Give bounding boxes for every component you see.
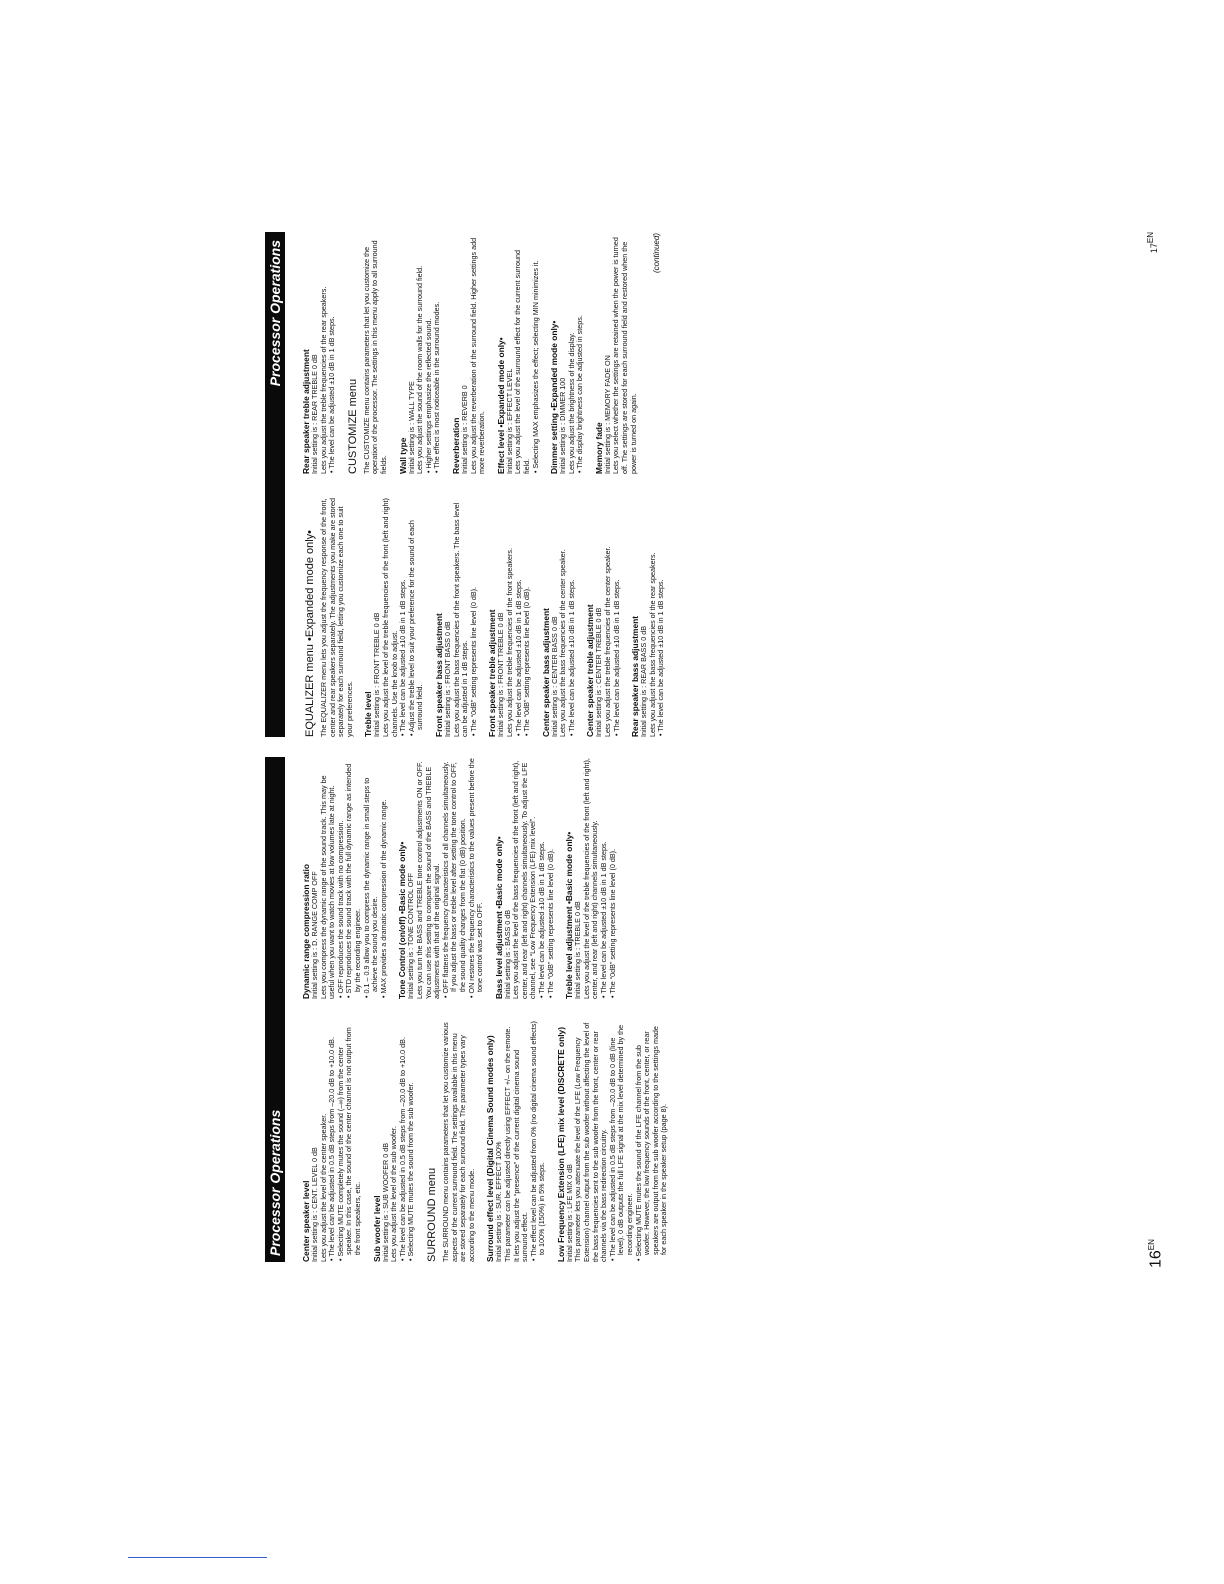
bullet-item: • The level can be adjusted ±10 dB in 1 dB steps. [537, 841, 547, 998]
bullet-item: • The effect is most noticeable in the surround modes. [432, 301, 442, 473]
bullet-item: • The level can be adjusted ±10 dB in 1 dB steps. [566, 579, 576, 736]
bullet-item: • The level can be adjusted ±10 dB in 1 dB steps. [398, 579, 408, 736]
body-text: Initial setting is : CENT. LEVEL 0 dB [310, 1147, 319, 1262]
body-text: Lets you adjust the level of the center speaker. [318, 1113, 328, 1262]
bullet-item: • The level can be adjusted ±10 dB in 1 dB steps. [611, 579, 621, 736]
body-text: This parameter can be adjusted directly using EFFECT +/– on the remote. It lets you adjust the “presence” of the current digital cinema sound surround effect. [502, 1026, 530, 1262]
section-heading: Bass level adjustment •Basic mode only• [493, 836, 504, 999]
column [301, 233, 675, 474]
body-text: Lets you adjust the sound of the room walls for the surround field. [415, 265, 425, 474]
section-heading: Dynamic range compression ratio [301, 864, 311, 999]
section-heading: Surround effect level (Digital Cinema Sound modes only) [485, 1035, 496, 1262]
body-text: Initial setting is : DIMMER 100 [558, 377, 568, 474]
bullet-item: • The level can be adjusted in 0.5 dB steps from –20.0 dB to 0 dB (line level). 0 dB outputs the full LFE signal at the mix level determined by the recording engineer. [607, 1024, 635, 1261]
bullet-item: • The level can be adjusted in 0.5 dB steps from –20.0 dB to +10.0 dB. [397, 1037, 407, 1261]
section-heading: Wall type [397, 437, 408, 474]
menu-heading: CUSTOMIZE menu [346, 378, 359, 474]
body-text: Initial setting is : CENTER BASS 0 dB [549, 616, 559, 737]
bullet-item: • The “0dB” setting represents line level (0 dB). [522, 586, 532, 736]
menu-heading: SURROUND menu [425, 1167, 438, 1262]
section [585, 496, 621, 737]
body-text: Lets you adjust the level of the treble frequencies of the front (left and right), center, and rear (left and right) channels simultaneously. [581, 758, 600, 999]
section-heading: Rear speaker bass adjustment [630, 615, 641, 737]
section-heading: Tone Control (on/off) •Basic mode only• [397, 841, 408, 999]
bullet-item: • The level can be adjusted in 0.5 dB steps from –20.0 dB to +10.0 dB. [327, 1037, 337, 1261]
body-text: Lets you adjust the bass frequencies of the center speaker. [558, 549, 568, 737]
body-text: Lets you compress the dynamic range of the sound track. This may be useful when you want to watch movies at low volumes late at night. [318, 775, 337, 999]
column [301, 758, 678, 999]
section-heading: Center speaker bass adjustment [540, 608, 551, 737]
bullet-item: • STD reproduces the sound track with the full dynamic range as intended by the recording engineer. [344, 763, 362, 998]
section-heading: Effect level •Expanded mode only• [495, 337, 506, 474]
section-heading: Front speaker treble adjustment [487, 609, 498, 737]
body-text: Lets you adjust the level of the sub woofer. [389, 1126, 399, 1262]
section [346, 233, 389, 474]
body-text: Initial setting is : EFFECT LEVEL [504, 368, 514, 474]
page-banner [265, 232, 285, 737]
page-left [257, 757, 1164, 1268]
banner-title: Processor Operations [267, 240, 283, 387]
rotated-spread [257, 232, 1164, 1268]
body-text: Lets you adjust the brightness of the display. [566, 332, 576, 474]
body-text: Initial setting is : REAR BASS 0 dB [639, 625, 649, 737]
bullet-item: • Selecting MUTE mutes the sound from the sub woofer. [406, 1082, 416, 1261]
section [301, 758, 388, 999]
bullet-item: • The level can be adjusted ±10 dB in 1 dB steps. [599, 841, 609, 998]
body-text: Lets you adjust the level of the surround effect for the current surround field. [513, 249, 531, 474]
body-text: The CUSTOMIZE menu contains parameters that let you customize the operation of the processor. The settings in this menu apply to all surround fields. [361, 240, 388, 474]
section [485, 1021, 547, 1262]
body-text: Lets you adjust the treble frequencies of the front speakers. [504, 548, 514, 737]
section [372, 1021, 416, 1262]
body-text: Initial setting is : FRONT TREBLE 0 dB [496, 612, 506, 737]
body-text: Initial setting is : TREBLE 0 dB [573, 901, 583, 999]
column [301, 1021, 678, 1262]
section [451, 233, 487, 474]
body-text: Initial setting is : FRONT TREBLE 0 dB [372, 612, 382, 737]
menu-heading: EQUALIZER menu •Expanded mode only• [304, 529, 316, 737]
section [434, 496, 478, 737]
body-text: Initial setting is : D. RANGE COMP OFF [310, 871, 319, 999]
section [397, 758, 484, 999]
bullet-item: • OFF reproduces the sound track with no compression. [335, 820, 345, 998]
section [556, 1021, 669, 1262]
section [487, 496, 531, 737]
bullet-item: • Higher settings emphasize the reflected sound. [423, 318, 433, 473]
bullet-item: • ON restores the frequency characteristics to the values present before the tone control was set to OFF. [466, 758, 485, 998]
section [303, 496, 354, 737]
body-text: Lets you adjust the level of the treble frequencies of the front (left and right) channels. Use the knob to adjust. [380, 498, 399, 737]
banner-title: Processor Operations [267, 1109, 283, 1256]
bullet-item: • The level can be adjusted ±10 dB in 1 dB steps. [656, 579, 666, 736]
bullet-item: • 0.1 – 0.9 allow you to compress the dynamic range in small steps to achieve the sound you desire. [361, 777, 380, 998]
section-heading: Reverberation [450, 417, 461, 474]
body-text: Lets you adjust the level of the bass frequencies of the front (left and right), center, and rear (left and right) channels simultaneously. To adjust the LFE channel, see “Low Frequency Extension (LFE) mix level”. [511, 760, 538, 999]
column [301, 496, 675, 737]
body-text: Initial setting is : TONE CONTROL OFF [406, 872, 416, 999]
bullet-item: • MAX provides a dramatic compression of the dynamic range. [378, 799, 388, 998]
body-text: Initial setting is : REVERB 0 [459, 385, 469, 474]
body-text: Initial setting is : CENTER TREBLE 0 dB [594, 607, 604, 737]
body-text: Initial setting is : LFE MIX 0 dB [564, 1164, 574, 1262]
bullet-item: • Adjust the treble level to suit your preference for the sound of each surround field. [406, 520, 425, 736]
section [496, 233, 540, 474]
section [630, 496, 666, 737]
section [564, 758, 617, 999]
continued-note: (continued) [652, 233, 662, 274]
section-heading: Memory fade [593, 422, 604, 474]
section-heading: Sub woofer level [371, 1195, 382, 1262]
bullet-item: • Selecting MAX emphasizes the effect; selecting MIN minimizes it. [530, 260, 540, 473]
section-heading: Treble level [363, 691, 374, 737]
body-text: Initial setting is : WALL TYPE [406, 381, 416, 474]
section-heading: Front speaker bass adjustment [433, 613, 444, 737]
page-banner [265, 757, 285, 1262]
section [541, 496, 577, 737]
page-number: $16^{EN}$ [1146, 1239, 1164, 1268]
body-text: Initial setting is : BASS 0 dB [502, 909, 512, 999]
section-heading: Center speaker level [301, 1180, 311, 1262]
body-text: Lets you select whether the settings are retained when the power is turned off. The settings are stored for each surround field and restored when the power is turned on again. [611, 237, 638, 474]
body-text: Lets you adjust the bass frequencies of the front speakers. The bass level can be adjusted in 1 dB steps. [451, 502, 470, 737]
bullet-item: • The display brightness can be adjusted in steps. [575, 315, 585, 473]
body-text: Initial setting is : FRONT BASS 0 dB [442, 621, 452, 737]
section-heading: Dimmer setting •Expanded mode only• [549, 320, 560, 474]
bullet-item: • OFF flattens the frequency characteristics of all channels simultaneously. If you adjust the bass or treble level after setting the tone control to OFF, the sound quality changes from the flat (0 dB) position. [440, 761, 467, 998]
bullet-item: • The effect level can be adjusted from 0% (no digital cinema sound effects) to 100% (150%) in 5% steps. [528, 1021, 547, 1261]
bullet-item: • Selecting MUTE completely mutes the sound (–∞) from the center speaker. In this case, the sound of the center channel is not output from the front speakers, etc. [335, 1027, 362, 1261]
section-heading: Treble level adjustment •Basic mode only• [564, 831, 575, 999]
body-text: This parameter lets you attenuate the level of the LFE (Low Frequency Extension) channel output from the sub woofer without affecting the level of the bass frequencies sent to the sub woofer from the front, center or rear channels via the bass redirection circuitry. [573, 1022, 609, 1262]
section [594, 233, 638, 474]
page-right [257, 232, 1159, 737]
section-heading: Low Frequency Extension (LFE) mix level (DISCRETE only) [555, 1026, 566, 1262]
section-heading: Center speaker treble adjustment [585, 604, 596, 737]
body-text: Lets you adjust the bass frequencies of the rear speakers. [647, 552, 657, 737]
bullet-item: • The level can be adjusted ±10 dB in 1 dB steps. [327, 316, 337, 473]
body-text: Lets you turn the BASS and TREBLE tone control adjustments ON or OFF. You can use this setting to compare the sound of the BASS and TREBLE adjustments with that of the original signal. [414, 761, 442, 999]
bullet-item: • Selecting MUTE mutes the sound of the LFE channel from the sub woofer. However, the low frequency sounds of the front, center, or rear speakers are output from the sub woofer according to the settings made for each speaker in the speaker setup (page 8). [633, 1026, 669, 1261]
body-text: Initial setting is : MEMORY FADE ON [602, 355, 612, 474]
footer-link-rule[interactable] [128, 1557, 267, 1558]
body-text: Initial setting is : REAR TREBLE 0 dB [310, 354, 319, 474]
body-text: Initial setting is : SUB WOOFER 0 dB [380, 1142, 390, 1262]
section [398, 233, 442, 474]
bullet-item: • The “0dB” setting represents line level (0 dB). [545, 848, 555, 998]
section [549, 233, 585, 474]
body-text: Initial setting is : SUR. EFFECT 100% [494, 1141, 504, 1262]
body-text: Lets you adjust the treble frequencies of the center speaker. [603, 546, 613, 737]
body-text: Lets you adjust the treble frequencies of the rear speakers. [318, 286, 328, 474]
section [301, 233, 337, 474]
section [363, 496, 425, 737]
section [301, 1021, 363, 1262]
bullet-item: • The level can be adjusted ±10 dB in 1 dB steps. [513, 579, 523, 736]
body-text: The SURROUND menu contains parameters that let you customize various aspects of the current surround field. The settings available in this menu are stored separately for each surround field. The parameter types vary according to the menu mode. [440, 1022, 476, 1262]
body-text: Lets you adjust the reverberation of the surround field. Higher settings add more reverberation. [468, 237, 487, 474]
section [425, 1021, 476, 1262]
bullet-item: • The “0dB” setting represents line level (0 dB). [607, 848, 617, 998]
section [494, 758, 556, 999]
body-text: The EQUALIZER menu lets you adjust the frequency response of the front, center and rear speakers separately. The adjustments you make are stored separately for each surround field, letting you customize each one to suit your preferences. [319, 497, 354, 737]
section-heading: Rear speaker treble adjustment [301, 349, 311, 474]
page-number: 17EN [1146, 232, 1159, 254]
bullet-item: • The “0dB” setting represents line level (0 dB). [468, 586, 478, 736]
